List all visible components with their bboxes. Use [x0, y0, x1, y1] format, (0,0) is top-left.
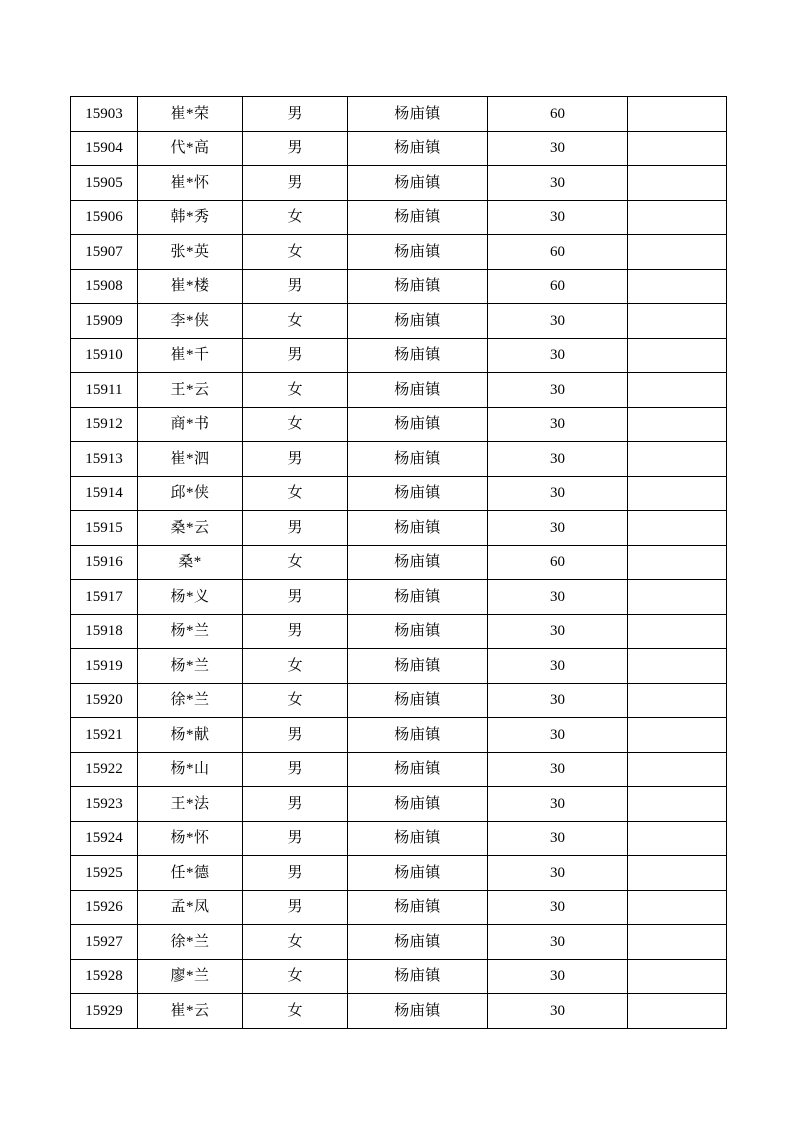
cell-amount: 30	[488, 649, 628, 684]
cell-id: 15923	[71, 787, 138, 822]
table-row	[71, 373, 727, 408]
cell-name: 徐*兰	[138, 683, 243, 718]
cell-name: 任*德	[138, 856, 243, 891]
cell-gender: 男	[243, 821, 348, 856]
cell-gender: 女	[243, 959, 348, 994]
cell-name: 王*法	[138, 787, 243, 822]
cell-gender: 男	[243, 752, 348, 787]
cell-extra	[628, 131, 727, 166]
cell-amount: 30	[488, 304, 628, 339]
cell-id: 15905	[71, 166, 138, 201]
cell-town: 杨庙镇	[348, 442, 488, 477]
cell-amount: 30	[488, 821, 628, 856]
cell-extra	[628, 476, 727, 511]
cell-gender: 女	[243, 235, 348, 270]
cell-name: 孟*凤	[138, 890, 243, 925]
cell-town: 杨庙镇	[348, 890, 488, 925]
cell-id: 15921	[71, 718, 138, 753]
table-row	[71, 994, 727, 1029]
cell-amount: 60	[488, 235, 628, 270]
table-row	[71, 338, 727, 373]
cell-extra	[628, 718, 727, 753]
cell-extra	[628, 373, 727, 408]
cell-gender: 女	[243, 407, 348, 442]
cell-extra	[628, 338, 727, 373]
cell-town: 杨庙镇	[348, 856, 488, 891]
cell-extra	[628, 304, 727, 339]
cell-id: 15903	[71, 97, 138, 132]
cell-gender: 男	[243, 338, 348, 373]
cell-gender: 男	[243, 511, 348, 546]
cell-name: 崔*怀	[138, 166, 243, 201]
cell-town: 杨庙镇	[348, 511, 488, 546]
cell-id: 15929	[71, 994, 138, 1029]
cell-extra	[628, 959, 727, 994]
cell-amount: 60	[488, 97, 628, 132]
cell-extra	[628, 890, 727, 925]
cell-town: 杨庙镇	[348, 97, 488, 132]
cell-gender: 男	[243, 890, 348, 925]
cell-town: 杨庙镇	[348, 235, 488, 270]
cell-extra	[628, 614, 727, 649]
table-row	[71, 511, 727, 546]
table-row	[71, 304, 727, 339]
cell-amount: 30	[488, 752, 628, 787]
cell-name: 桑*	[138, 545, 243, 580]
cell-extra	[628, 787, 727, 822]
cell-gender: 女	[243, 304, 348, 339]
cell-gender: 男	[243, 269, 348, 304]
cell-name: 杨*献	[138, 718, 243, 753]
cell-extra	[628, 580, 727, 615]
cell-extra	[628, 407, 727, 442]
cell-gender: 男	[243, 718, 348, 753]
cell-name: 王*云	[138, 373, 243, 408]
cell-id: 15916	[71, 545, 138, 580]
cell-amount: 30	[488, 787, 628, 822]
cell-name: 崔*楼	[138, 269, 243, 304]
cell-town: 杨庙镇	[348, 683, 488, 718]
cell-amount: 30	[488, 200, 628, 235]
cell-town: 杨庙镇	[348, 166, 488, 201]
cell-amount: 30	[488, 338, 628, 373]
cell-amount: 30	[488, 856, 628, 891]
cell-id: 15927	[71, 925, 138, 960]
cell-extra	[628, 649, 727, 684]
table-row	[71, 97, 727, 132]
cell-id: 15910	[71, 338, 138, 373]
cell-town: 杨庙镇	[348, 994, 488, 1029]
cell-town: 杨庙镇	[348, 787, 488, 822]
cell-gender: 女	[243, 925, 348, 960]
cell-name: 邱*侠	[138, 476, 243, 511]
cell-gender: 男	[243, 131, 348, 166]
table-row	[71, 200, 727, 235]
cell-id: 15909	[71, 304, 138, 339]
table-row	[71, 131, 727, 166]
table-row	[71, 614, 727, 649]
cell-gender: 男	[243, 166, 348, 201]
cell-gender: 女	[243, 373, 348, 408]
cell-town: 杨庙镇	[348, 752, 488, 787]
table-row	[71, 407, 727, 442]
cell-town: 杨庙镇	[348, 476, 488, 511]
cell-id: 15915	[71, 511, 138, 546]
cell-amount: 30	[488, 407, 628, 442]
roster-table	[70, 96, 727, 1029]
cell-amount: 30	[488, 580, 628, 615]
cell-name: 桑*云	[138, 511, 243, 546]
cell-id: 15928	[71, 959, 138, 994]
cell-gender: 女	[243, 200, 348, 235]
cell-id: 15922	[71, 752, 138, 787]
cell-gender: 女	[243, 545, 348, 580]
cell-amount: 60	[488, 545, 628, 580]
cell-extra	[628, 821, 727, 856]
cell-name: 杨*山	[138, 752, 243, 787]
cell-extra	[628, 511, 727, 546]
cell-name: 杨*兰	[138, 614, 243, 649]
cell-amount: 30	[488, 890, 628, 925]
cell-amount: 30	[488, 131, 628, 166]
table-row	[71, 683, 727, 718]
cell-gender: 男	[243, 856, 348, 891]
cell-extra	[628, 235, 727, 270]
cell-id: 15924	[71, 821, 138, 856]
cell-id: 15904	[71, 131, 138, 166]
cell-id: 15908	[71, 269, 138, 304]
cell-town: 杨庙镇	[348, 373, 488, 408]
table-row	[71, 476, 727, 511]
cell-extra	[628, 97, 727, 132]
cell-name: 廖*兰	[138, 959, 243, 994]
table-row	[71, 856, 727, 891]
cell-amount: 30	[488, 994, 628, 1029]
cell-town: 杨庙镇	[348, 304, 488, 339]
cell-amount: 30	[488, 442, 628, 477]
cell-gender: 男	[243, 614, 348, 649]
cell-name: 商*书	[138, 407, 243, 442]
cell-extra	[628, 856, 727, 891]
cell-id: 15918	[71, 614, 138, 649]
cell-name: 代*高	[138, 131, 243, 166]
cell-amount: 30	[488, 373, 628, 408]
table-row	[71, 269, 727, 304]
table-row	[71, 959, 727, 994]
cell-id: 15907	[71, 235, 138, 270]
cell-name: 韩*秀	[138, 200, 243, 235]
cell-name: 崔*云	[138, 994, 243, 1029]
cell-gender: 女	[243, 683, 348, 718]
cell-name: 杨*兰	[138, 649, 243, 684]
cell-name: 李*侠	[138, 304, 243, 339]
cell-name: 崔*泗	[138, 442, 243, 477]
roster-table-body	[71, 97, 727, 1029]
cell-id: 15906	[71, 200, 138, 235]
cell-gender: 男	[243, 97, 348, 132]
cell-gender: 男	[243, 580, 348, 615]
cell-id: 15920	[71, 683, 138, 718]
cell-gender: 女	[243, 649, 348, 684]
table-row	[71, 752, 727, 787]
table-row	[71, 718, 727, 753]
table-row	[71, 787, 727, 822]
cell-name: 杨*怀	[138, 821, 243, 856]
table-row	[71, 580, 727, 615]
table-row	[71, 925, 727, 960]
table-row	[71, 442, 727, 477]
cell-id: 15917	[71, 580, 138, 615]
table-row	[71, 166, 727, 201]
cell-amount: 30	[488, 683, 628, 718]
cell-extra	[628, 925, 727, 960]
cell-amount: 30	[488, 614, 628, 649]
cell-town: 杨庙镇	[348, 580, 488, 615]
cell-id: 15914	[71, 476, 138, 511]
cell-amount: 30	[488, 511, 628, 546]
cell-extra	[628, 200, 727, 235]
cell-name: 崔*荣	[138, 97, 243, 132]
cell-id: 15912	[71, 407, 138, 442]
cell-amount: 30	[488, 959, 628, 994]
cell-extra	[628, 683, 727, 718]
cell-town: 杨庙镇	[348, 200, 488, 235]
cell-extra	[628, 752, 727, 787]
cell-extra	[628, 442, 727, 477]
cell-amount: 60	[488, 269, 628, 304]
cell-town: 杨庙镇	[348, 959, 488, 994]
cell-town: 杨庙镇	[348, 821, 488, 856]
cell-gender: 男	[243, 787, 348, 822]
cell-name: 张*英	[138, 235, 243, 270]
cell-town: 杨庙镇	[348, 614, 488, 649]
cell-id: 15926	[71, 890, 138, 925]
cell-amount: 30	[488, 476, 628, 511]
table-row	[71, 890, 727, 925]
roster-table-container	[70, 96, 726, 1029]
cell-town: 杨庙镇	[348, 718, 488, 753]
cell-name: 徐*兰	[138, 925, 243, 960]
cell-gender: 女	[243, 476, 348, 511]
cell-gender: 女	[243, 994, 348, 1029]
cell-id: 15911	[71, 373, 138, 408]
table-row	[71, 821, 727, 856]
table-row	[71, 545, 727, 580]
cell-amount: 30	[488, 925, 628, 960]
table-row	[71, 235, 727, 270]
cell-extra	[628, 269, 727, 304]
cell-gender: 男	[243, 442, 348, 477]
cell-town: 杨庙镇	[348, 407, 488, 442]
cell-name: 崔*千	[138, 338, 243, 373]
cell-extra	[628, 166, 727, 201]
cell-town: 杨庙镇	[348, 649, 488, 684]
cell-town: 杨庙镇	[348, 269, 488, 304]
cell-town: 杨庙镇	[348, 338, 488, 373]
cell-id: 15925	[71, 856, 138, 891]
cell-extra	[628, 545, 727, 580]
cell-town: 杨庙镇	[348, 545, 488, 580]
table-row	[71, 649, 727, 684]
cell-amount: 30	[488, 718, 628, 753]
cell-amount: 30	[488, 166, 628, 201]
cell-name: 杨*义	[138, 580, 243, 615]
cell-town: 杨庙镇	[348, 925, 488, 960]
cell-id: 15919	[71, 649, 138, 684]
cell-extra	[628, 994, 727, 1029]
cell-id: 15913	[71, 442, 138, 477]
cell-town: 杨庙镇	[348, 131, 488, 166]
